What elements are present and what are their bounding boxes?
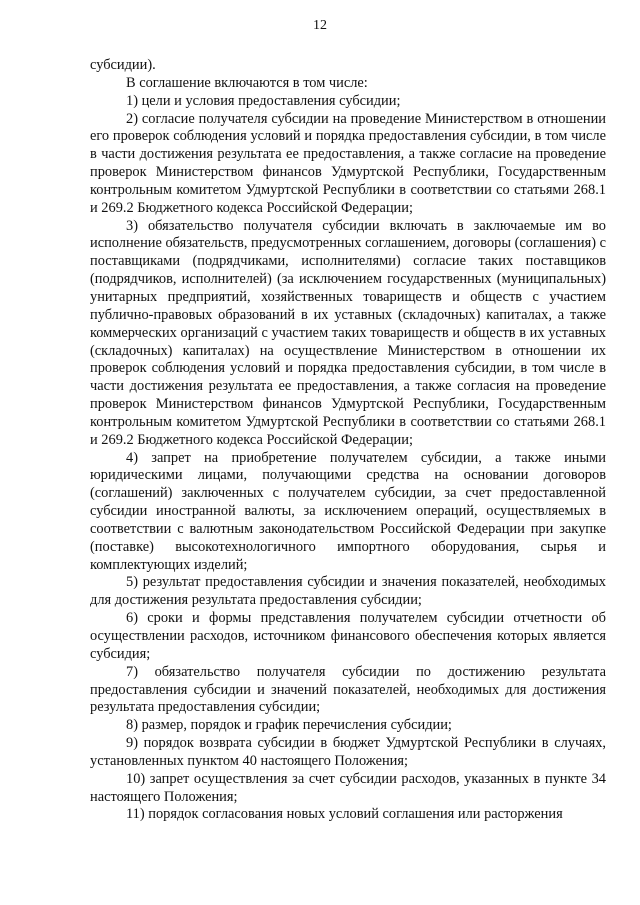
list-item-3: 3) обязательство получателя субсидии включать в заключаемые им во исполнение обязательств, предусмотренных соглашением, договоры (соглашения) с поставщиками (подрядчиками, исполнителями) согласие таких поставщиков (подрядчиков, исполнителей) (за исключением государственных (муниципальных) унитарных предприятий, хозяйственных товариществ и обществ с участием публично-правовых образований в их уставных (складочных) капиталах, а также коммерческих организаций с участием таких товариществ и обществ в их уставных (складочных) капиталах) на осуществление Министерством в отношении их проверок соблюдения условий и порядка предоставления субсидии, в том числе в части достижения результата ее предоставления, а также согласия на проведение проверок Министерством финансов Удмуртской Республики, Государственным контрольным комитетом Удмуртской Республики в соответствии со статьями 268.1 и 269.2 Бюджетного кодекса Российской Федерации; — [90, 217, 606, 448]
paragraph-continuation: субсидии). — [90, 57, 156, 73]
list-item-10: 10) запрет осуществления за счет субсидии расходов, указанных в пункте 34 настоящего Положения; — [90, 770, 606, 805]
list-item-5: 5) результат предоставления субсидии и значения показателей, необходимых для достижения результата предоставления субсидии; — [90, 574, 606, 609]
list-item-11: 11) порядок согласования новых условий соглашения или расторжения — [126, 806, 563, 823]
list-item-4: 4) запрет на приобретение получателем субсидии, а также иными юридическими лицами, получающими средства на основании договоров (соглашений) заключенных с получателем субсидии, за счет предоставленной субсидии иностранной валюты, за исключением операций, осуществляемых в соответствии с валютным законодательством Российской Федерации при закупке (поставке) высокотехнологичного импортного оборудования, сырья и комплектующих изделий; — [90, 449, 606, 573]
page-number: 12 — [313, 18, 327, 33]
list-item-7: 7) обязательство получателя субсидии по достижению результата предоставления субсидии и значений показателей, необходимых для достижения результата предоставления субсидии; — [90, 663, 606, 716]
paragraph-intro: В соглашение включаются в том числе: — [126, 74, 368, 91]
list-item-1: 1) цели и условия предоставления субсидии; — [126, 92, 401, 109]
list-item-8: 8) размер, порядок и график перечисления субсидии; — [126, 717, 452, 734]
list-item-6: 6) сроки и формы представления получателем субсидии отчетности об осуществлении расходов, источником финансового обеспечения которых является субсидия; — [90, 610, 606, 662]
document-body — [90, 57, 606, 824]
list-item-2: 2) согласие получателя субсидии на проведение Министерством в отношении его проверок соблюдения условий и порядка предоставления субсидии, в том числе в части достижения результата ее предоставления, а также согласие на проведение проверок Министерством финансов Удмуртской Республики, Государственным контрольным комитетом Удмуртской Республики в соответствии со статьями 268.1 и 269.2 Бюджетного кодекса Российской Федерации; — [90, 110, 606, 216]
list-item-9: 9) порядок возврата субсидии в бюджет Удмуртской Республики в случаях, установленных пунктом 40 настоящего Положения; — [90, 735, 606, 769]
